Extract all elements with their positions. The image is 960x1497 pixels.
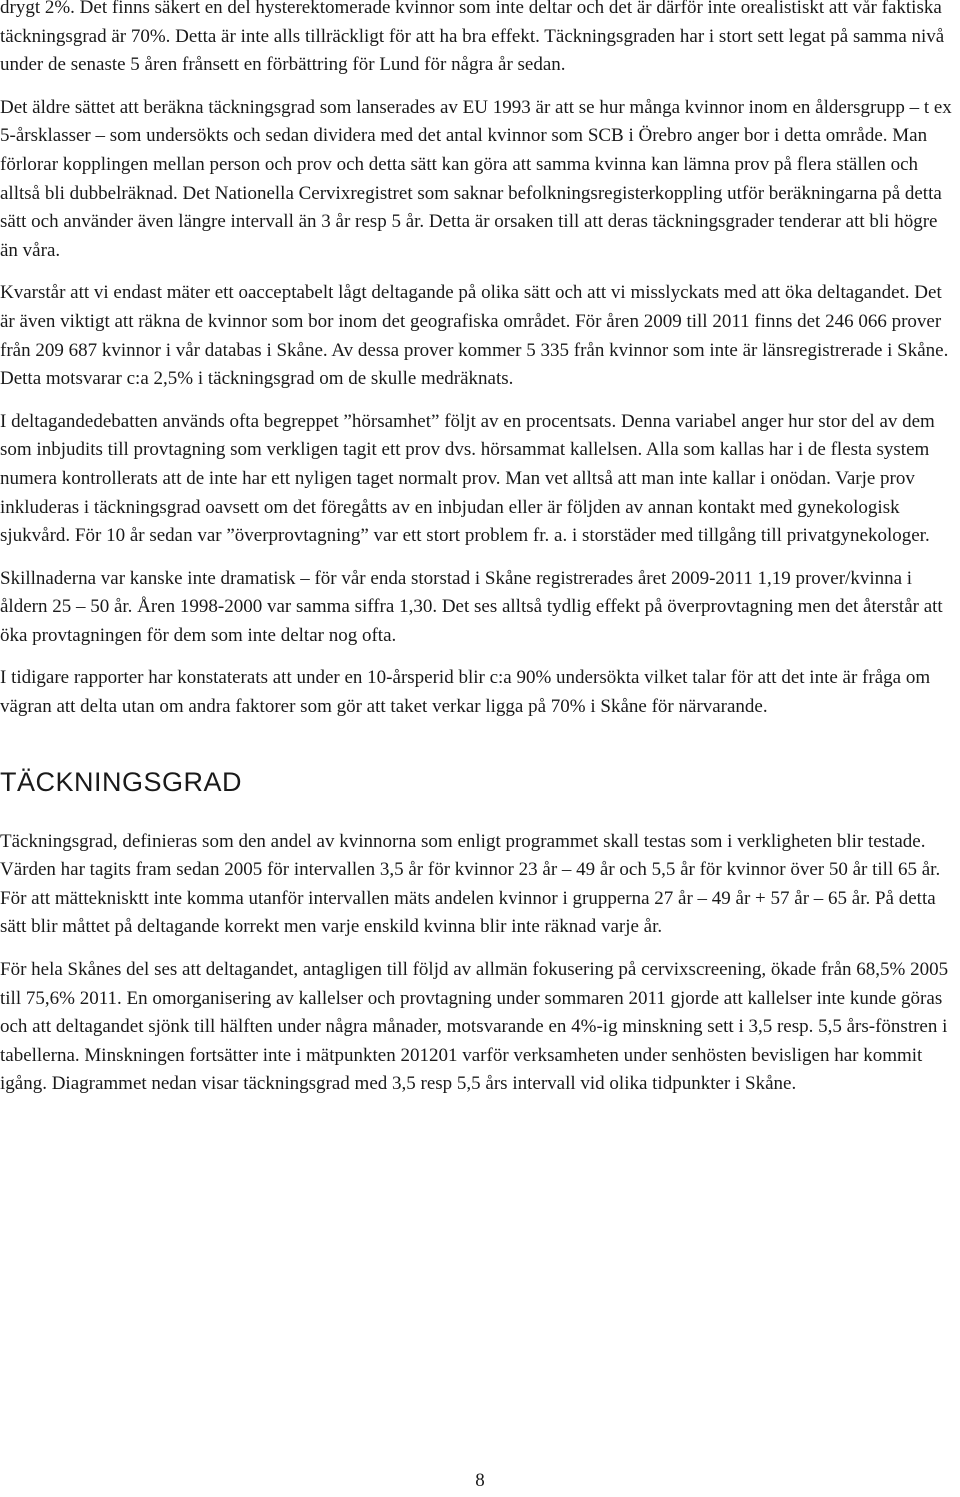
section-heading: TÄCKNINGSGRAD [0,766,243,797]
paragraph-eu-method: Det äldre sättet att beräkna täckningsgrad som lanserades av EU 1993 är att se hur många kvinnor inom en åldersgrupp – t ex 5-årsklasser – som undersökts och sedan dividera med det antal kvinnor som SCB i Örebro anger bor i detta område. Man förlorar kopplingen mellan person och prov och detta sätt kan göra att samma kvinna kan lämna prov på flera ställen och alltså bli dubbelräknad. Det Nationella Cervixregistret som saknar befolkningsregisterkoppling utför beräkningarna på detta sätt och använder även längre intervall än 3 år resp 5 år. Detta är orsaken till att deras täckningsgrader tenderar att bli högre än våra. [0,96,952,261]
paragraph-definition: Täckningsgrad, definieras som den andel av kvinnorna som enligt programmet skall testas som i verkligheten blir testade. Värden har tagits fram sedan 2005 för intervallen 3,5 år för kvinnor 23 år – 49 år och 5,5 år för kvinnor över 50 år till 65 år. För att mätteknisktt inte komma utanför intervallen mäts andelen kvinnor i grupperna 27 år – 49 år + 57 år – 65 år. På detta sätt blir måttet på deltagande korrekt men varje enskild kvinna blir inte räknad varje år. [0,830,941,938]
paragraph-low-participation: Kvarstår att vi endast mäter ett oacceptabelt lågt deltagande på olika sätt och att vi misslyckats med att öka deltagandet. Det är även viktigt att räkna de kvinnor som bor inom det geografiska området. För åren 2009 till 2011 finns det 246 066 prover från 209 687 kvinnor i vår databas i Skåne. Av dessa prover kommer 5 335 från kvinnor som inte är länsregistrerade i Skåne. Detta motsvarar c:a 2,5% i täckningsgrad om de skulle medräknats. [0,282,949,390]
paragraph-horsamhet: I deltagandedebatten används ofta begreppet ”hörsamhet” följt av en procentsats. Denna variabel anger hur stor del av dem som inbjudits till provtagning som verkligen tagit ett prov dvs. hörsammat kallelsen. Alla som kallas har i de flesta system numera kontrollerats att de inte har ett nyligen taget normalt prov. Man vet alltså att man inte kallar i onödan. Varje prov inkluderas i täckningsgrad oavsett om det föregåtts av en inbjudan eller är följden av annan kontakt med gynekologisk sjukvård. För 10 år sedan var ”överprovtagning” var ett stort problem fr. a. i storstäder med tillgång till privatgynekologer. [0,410,935,547]
paragraph-earlier-reports: I tidigare rapporter har konstaterats att under en 10-årsperid blir c:a 90% undersökta vilket talar för att det inte är fråga om vägran att delta utan om andra faktorer som gör att taket verkar ligga på 70% i Skåne för närvarande. [0,667,931,718]
paragraph-skane-participation: För hela Skånes del ses att deltagandet, antagligen till följd av allmän fokusering på cervixscreening, ökade från 68,5% 2005 till 75,6% 2011. En omorganisering av kallelser och provtagning under sommaren 2011 gjorde att kallelser inte kunde göras och att deltagandet sjönk till hälften under några månader, motsvarande en 4%-ig minskning sett i 3,5 resp. 5,5 års-fönstren i tabellerna. Minskningen fortsätter inte i mätpunkten 201201 varför verksamheten under senhösten bevisligen har kommit igång. Diagrammet nedan visar täckningsgrad med 3,5 resp 5,5 års intervall vid olika tidpunkter i Skåne. [0,959,949,1095]
paragraph-differences: Skillnaderna var kanske inte dramatisk – för vår enda storstad i Skåne registrerades året 2009-2011 1,19 prover/kvinna i åldern 25 – 50 år. Åren 1998-2000 var samma siffra 1,30. Det ses alltså tydlig effekt på överprovtagning men det återstår att öka provtagningen för dem som inte deltar nog ofta. [0,567,943,646]
paragraph-continuation: drygt 2%. Det finns säkert en del hysterektomerade kvinnor som inte deltar och det är därför inte orealistiskt att vår faktiska täckningsgrad är 70%. Detta är inte alls tillräckligt för att ha bra effekt. Täckningsgraden har i stort sett legat på samma nivå under de senaste 5 åren frånsett en förbättring för Lund för några år sedan. [0,0,945,76]
page-number: 8 [475,1470,485,1491]
